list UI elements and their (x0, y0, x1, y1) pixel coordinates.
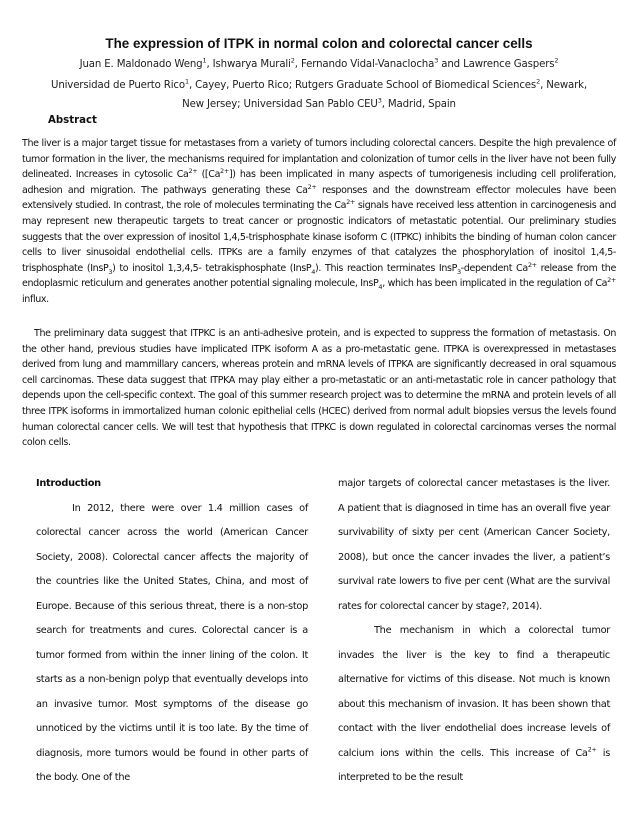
intro-right-column (338, 472, 610, 791)
affiliation-text: , Madrid, Spain (381, 99, 456, 110)
superscript: 2+ (587, 745, 597, 754)
author-list (0, 56, 638, 70)
subscript: 3 (456, 267, 461, 276)
superscript: 2+ (307, 182, 317, 191)
affiliation-text: , Newark, (540, 80, 587, 91)
affiliations-line-2 (0, 95, 638, 114)
paper-title: The expression of ITPK in normal colon and colorectal cancer cells (105, 36, 533, 51)
abstract-text: The preliminary data suggest that ITPKC is an anti-adhesive protein, and is expected to suppress the formation of metastasis. On the other hand, previous studies have implicated ITPK isoform A as a pro-metastatic gene. ITPKA is overexpressed in metastases derived from lung and mammillary cancers, whereas protein and mRNA levels of ITPKA are significantly decreased in oral squamous cell carcinomas. These data suggest that ITPKA may play either a pro-metastatic or an anti-metastatic role in cancer pathology that depends upon the cell-specific context. The goal of this summer research project was to determine the mRNA and protein levels of all three ITPK isoforms in immortalized human colonic epithelial cells (HCEC) derived from normal adult biopsies versus the levels found human colorectal cancer cells. We will test that hypothesis that ITPKC is down regulated in colorectal carcinomas verses the normal colon cells. (22, 328, 616, 449)
affiliation-marker: 1 (184, 77, 189, 86)
intro-right-paragraph-1: major targets of colorectal cancer metastases is the liver. A patient that is diagnosed in time has an overall five year survivability of sixty per cent (American Cancer Society, 2008), but once the cancer invades the liver, a patient’s survival rate lowers to five per cent (What are the survival rates for colorectal cancer by stage?, 2014). (338, 478, 610, 612)
abstract-text: influx. (22, 293, 49, 305)
abstract-text: ]) has been implicated in many aspects of tumorigenesis including cell proliferation, adhesion and migration. The pathways generating these Ca (22, 169, 616, 196)
introduction-heading: Introduction (36, 478, 101, 489)
author-name: , Fernando Vidal-Vanaclocha (294, 59, 435, 70)
superscript: 2+ (607, 276, 616, 285)
intro-right-paragraph-2 (338, 619, 610, 791)
abstract-text: -dependent Ca (460, 262, 528, 274)
affiliation-marker: 2 (536, 77, 541, 86)
abstract-text: ) to inositol 1,3,4,5- tetrakisphosphate (InsP (112, 262, 312, 274)
intro-right-text: The mechanism in which a colorectal tumor invades the liver is the key to find a therapeutic alternative for victims of this disease. Not much is known about this mechanism of invasion. It has been shown that contact with the liver endothelial does increase levels of calcium ions within the cells. This increase of Ca (338, 625, 610, 759)
intro-right-text: is interpreted to be the result (338, 747, 611, 783)
affiliations-line-1 (0, 76, 638, 95)
affiliation-text: , Cayey, Puerto Rico; Rutgers Graduate School of Biomedical Sciences (188, 80, 537, 91)
abstract-paragraph-1 (22, 136, 616, 308)
abstract-text: ([Ca (197, 169, 221, 181)
abstract-text: , which has been implicated in the regulation of Ca (382, 278, 608, 290)
abstract-text: release from the endoplasmic reticulum and generates another potential signaling molecule, InsP (22, 262, 616, 290)
affiliation-marker: 1 (202, 56, 207, 65)
superscript: 2+ (220, 167, 229, 176)
abstract-text: responses and the downstream effector molecules have been extensively studied. In contrast, the role of molecules terminating the Ca (22, 184, 616, 212)
superscript: 2+ (346, 198, 355, 207)
superscript: 2+ (527, 260, 537, 269)
author-name: and Lawrence Gaspers (438, 59, 555, 70)
abstract-paragraph-2 (22, 326, 616, 451)
subscript: 4 (378, 283, 383, 292)
affiliation-text: Universidad de Puerto Rico (51, 80, 185, 91)
abstract-text: signals have received less attention in carcinogenesis and may represent new therapeutic targets to treat cancer or prognostic indicators of metastatic potential. Our preliminary studies suggests that the over expression of inositol 1,4,5-trisphosphate kinase isoform C (ITPKC) inhibits the binding of human colon cancer cells to liver sinusoidal endothelial cells. ITPKs are a family enzymes of that catalyzes the phosphorylation of inositol 1,4,5-trisphosphate (InsP (22, 200, 616, 274)
intro-left-column (36, 472, 308, 791)
subscript: 4 (311, 267, 316, 276)
affiliation-marker: 3 (434, 56, 439, 65)
affiliation-marker: 2 (554, 56, 559, 65)
author-name: Juan E. Maldonado Weng (79, 59, 203, 70)
superscript: 2+ (188, 167, 198, 176)
intro-left-text: In 2012, there were over 1.4 million cases of colorectal cancer across the world (American Cancer Society, 2008). Colorectal cancer affects the majority of the countries like the United States, China, and most of Europe. Because of this serious threat, there is a non-stop search for treatments and cures. Colorectal cancer is a tumor formed from within the inner lining of the colon. It starts as a non-benign polyp that eventually develops into an invasive tumor. Most symptoms of the disease go unnoticed by the victims until it is too late. By the time of diagnosis, more tumors would be found in other parts of the body. One of the (36, 502, 308, 783)
abstract-text: ). This reaction terminates InsP (315, 262, 457, 274)
affiliation-marker: 3 (377, 96, 382, 105)
author-name: , Ishwarya Murali (206, 59, 291, 70)
affiliation-text: New Jersey; Universidad San Pablo CEU (182, 99, 378, 110)
subscript: 3 (108, 267, 113, 276)
abstract-heading: Abstract (48, 115, 97, 126)
abstract-text: The liver is a major target tissue for metastases from a variety of tumors including colorectal cancers. Despite the high prevalence of tumor formation in the liver, the mechanisms required for implantation and colonization of tumor cells in the liver have not been fully delineated. Increases in cytosolic Ca (22, 138, 616, 181)
affiliation-marker: 2 (290, 56, 295, 65)
